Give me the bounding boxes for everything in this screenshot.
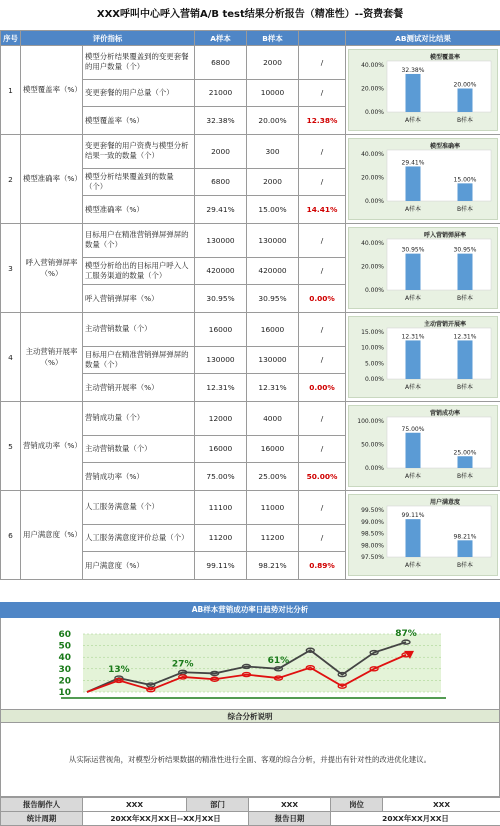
- chart-title: 模型覆盖率: [430, 54, 461, 61]
- bar-value-label: 12.31%: [453, 333, 477, 341]
- table-row: [1, 46, 500, 80]
- a-value: 420000: [195, 257, 247, 285]
- indicator-label: 目标用户在精准营销弹屏弹屏的数量（个）: [83, 224, 195, 258]
- diff-value: /: [299, 46, 346, 80]
- indicator-label: 呼入营销弹屏率（%）: [83, 285, 195, 313]
- footer-table: [0, 797, 500, 826]
- diff-value: 0.00%: [299, 374, 346, 402]
- indicator-label: 人工服务满意度评价总量（个）: [83, 524, 195, 552]
- category-label: B样本: [456, 206, 474, 213]
- trend-banner: AB样本营销成功率日趋势对比分析: [0, 602, 500, 618]
- trend-chart-area: [0, 618, 500, 709]
- metric-no: 3: [1, 224, 21, 313]
- header-a: A样本: [195, 31, 247, 46]
- b-value: 2000: [247, 168, 299, 196]
- indicator-label: 模型分析结果覆盖到的变更套餐的用户数量（个）: [83, 46, 195, 80]
- metric-name: 营销成功率（%）: [21, 402, 83, 491]
- y-tick-label: 98.50%: [361, 530, 385, 538]
- a-value: 6800: [195, 46, 247, 80]
- category-label: B样本: [456, 117, 474, 124]
- y-tick-label: 20.00%: [361, 263, 385, 271]
- mini-chart: [348, 227, 498, 309]
- y-tick-label: 50.00%: [361, 441, 385, 449]
- annotation-label: 61%: [267, 655, 290, 666]
- y-tick-label: 40: [58, 653, 71, 664]
- bar-chart: [349, 50, 498, 130]
- indicator-label: 模型分析结果覆盖到的数量（个）: [83, 168, 195, 196]
- diff-value: /: [299, 346, 346, 374]
- category-label: A样本: [404, 295, 422, 302]
- y-tick-label: 40.00%: [361, 151, 385, 158]
- table-row: [1, 224, 500, 258]
- diff-value: 0.00%: [299, 285, 346, 313]
- diff-value: 50.00%: [299, 463, 346, 491]
- metric-no: 5: [1, 402, 21, 491]
- y-tick-label: 15.00%: [361, 329, 385, 336]
- bar-value-label: 20.00%: [453, 81, 477, 89]
- bar-value-label: 30.95%: [401, 246, 425, 254]
- diff-value: /: [299, 524, 346, 552]
- indicator-label: 主动营销数量（个）: [83, 435, 195, 463]
- diff-value: /: [299, 79, 346, 107]
- maker-value: XXX: [83, 798, 187, 812]
- y-tick-label: 10: [58, 688, 71, 698]
- bar: [406, 166, 421, 201]
- a-value: 130000: [195, 224, 247, 258]
- bar-chart: [349, 228, 498, 308]
- header-diff: [299, 31, 346, 46]
- metric-name: 主动营销开展率（%）: [21, 313, 83, 402]
- annotation-label: 27%: [171, 659, 194, 670]
- date-label: 报告日期: [249, 812, 331, 826]
- bar-value-label: 32.38%: [401, 66, 425, 74]
- b-value: 130000: [247, 346, 299, 374]
- trend-chart: [1, 618, 499, 709]
- chart-title: 营销成功率: [430, 410, 461, 417]
- metric-name: 用户满意度（%）: [21, 491, 83, 580]
- y-tick-label: 97.50%: [361, 554, 385, 561]
- indicator-label: 用户满意度（%）: [83, 552, 195, 580]
- diff-value: /: [299, 435, 346, 463]
- b-value: 16000: [247, 435, 299, 463]
- metric-no: 6: [1, 491, 21, 580]
- mini-chart-cell: [346, 224, 500, 313]
- a-value: 16000: [195, 313, 247, 347]
- category-label: A样本: [404, 384, 422, 391]
- period-label: 统计周期: [1, 812, 83, 826]
- diff-value: 12.38%: [299, 107, 346, 135]
- y-tick-label: 100.00%: [357, 418, 385, 425]
- indicator-label: 营销成功率（%）: [83, 463, 195, 491]
- table-row: [1, 402, 500, 436]
- a-value: 12.31%: [195, 374, 247, 402]
- bar: [458, 254, 473, 290]
- metric-name: 模型准确率（%）: [21, 135, 83, 224]
- y-tick-label: 30: [58, 664, 71, 675]
- category-label: B样本: [456, 384, 474, 391]
- table-header-row: [1, 31, 500, 46]
- bar-value-label: 99.11%: [401, 512, 425, 520]
- metric-no: 4: [1, 313, 21, 402]
- indicator-label: 营销成功量（个）: [83, 402, 195, 436]
- bar: [458, 456, 473, 468]
- category-label: B样本: [456, 295, 474, 302]
- a-value: 16000: [195, 435, 247, 463]
- mini-chart-cell: [346, 313, 500, 402]
- bar: [406, 519, 421, 557]
- bar-value-label: 12.31%: [401, 333, 425, 341]
- indicator-label: 模型覆盖率（%）: [83, 107, 195, 135]
- indicator-label: 变更套餐的用户资费与模型分析结果一致的数量（个）: [83, 135, 195, 169]
- dept-value: XXX: [249, 798, 331, 812]
- y-tick-label: 40.00%: [361, 240, 385, 247]
- diff-value: /: [299, 224, 346, 258]
- y-tick-label: 0.00%: [364, 109, 385, 116]
- b-value: 300: [247, 135, 299, 169]
- bar-value-label: 25.00%: [453, 449, 477, 457]
- bar: [406, 254, 421, 290]
- a-value: 30.95%: [195, 285, 247, 313]
- summary-banner: 综合分析说明: [0, 709, 500, 723]
- bar-chart: [349, 406, 498, 486]
- metrics-table: [0, 30, 500, 580]
- metric-name: 呼入营销弹屏率（%）: [21, 224, 83, 313]
- bar: [406, 433, 421, 468]
- report-title: XXX呼叫中心呼入营销A/B test结果分析报告（精准性）--资费套餐: [96, 9, 404, 20]
- mini-chart-cell: [346, 491, 500, 580]
- table-row: [1, 491, 500, 525]
- maker-label: 报告制作人: [1, 798, 83, 812]
- category-label: A样本: [404, 473, 422, 480]
- period-value: 20XX年XX月XX日--XX月XX日: [83, 812, 249, 826]
- diff-value: /: [299, 257, 346, 285]
- b-value: 12.31%: [247, 374, 299, 402]
- a-value: 2000: [195, 135, 247, 169]
- category-label: A样本: [404, 562, 422, 569]
- b-value: 420000: [247, 257, 299, 285]
- mini-chart: [348, 494, 498, 576]
- bar-chart: [349, 139, 498, 219]
- b-value: 20.00%: [247, 107, 299, 135]
- metric-no: 1: [1, 46, 21, 135]
- bar-value-label: 29.41%: [401, 159, 425, 167]
- y-tick-label: 99.00%: [361, 518, 385, 526]
- footer-row-1: [1, 798, 500, 812]
- a-value: 130000: [195, 346, 247, 374]
- indicator-label: 人工服务满意量（个）: [83, 491, 195, 525]
- post-value: XXX: [383, 798, 500, 812]
- header-b: B样本: [247, 31, 299, 46]
- indicator-label: 主动营销数量（个）: [83, 313, 195, 347]
- bar-chart: [349, 317, 498, 397]
- bar-value-label: 30.95%: [453, 246, 477, 254]
- plot-area: [387, 417, 491, 468]
- bar: [406, 340, 421, 379]
- dept-label: 部门: [187, 798, 249, 812]
- indicator-label: 变更套餐的用户总量（个）: [83, 79, 195, 107]
- diff-value: /: [299, 168, 346, 196]
- mini-chart: [348, 49, 498, 131]
- header-indicator: 评价指标: [21, 31, 195, 46]
- b-value: 25.00%: [247, 463, 299, 491]
- y-tick-label: 0.00%: [364, 376, 385, 383]
- b-value: 11000: [247, 491, 299, 525]
- y-tick-label: 99.50%: [361, 507, 385, 514]
- bar-value-label: 15.00%: [453, 176, 477, 184]
- b-value: 130000: [247, 224, 299, 258]
- mini-chart-cell: [346, 46, 500, 135]
- b-value: 98.21%: [247, 552, 299, 580]
- b-value: 11200: [247, 524, 299, 552]
- mini-chart: [348, 138, 498, 220]
- a-value: 6800: [195, 168, 247, 196]
- y-tick-label: 98.00%: [361, 542, 385, 550]
- mini-chart: [348, 405, 498, 487]
- diff-value: /: [299, 135, 346, 169]
- diff-value: /: [299, 402, 346, 436]
- diff-value: 14.41%: [299, 196, 346, 224]
- b-value: 10000: [247, 79, 299, 107]
- y-tick-label: 0.00%: [364, 465, 385, 472]
- a-value: 99.11%: [195, 552, 247, 580]
- b-value: 4000: [247, 402, 299, 436]
- annotation-label: 13%: [108, 665, 130, 676]
- bar: [406, 74, 421, 112]
- bar-chart: [349, 495, 498, 575]
- a-value: 11100: [195, 491, 247, 525]
- metric-name: 模型覆盖率（%）: [21, 46, 83, 135]
- category-label: A样本: [404, 206, 422, 213]
- b-value: 30.95%: [247, 285, 299, 313]
- mini-chart-cell: [346, 402, 500, 491]
- y-tick-label: 20.00%: [361, 174, 385, 182]
- a-value: 12000: [195, 402, 247, 436]
- header-chart: AB测试对比结果: [346, 31, 500, 46]
- a-value: 11200: [195, 524, 247, 552]
- y-tick-label: 40.00%: [361, 62, 385, 69]
- a-value: 32.38%: [195, 107, 247, 135]
- header-no: 序号: [1, 31, 21, 46]
- y-tick-label: 0.00%: [364, 287, 385, 294]
- bar: [458, 89, 473, 113]
- b-value: 2000: [247, 46, 299, 80]
- diff-value: 0.89%: [299, 552, 346, 580]
- annotation-label: 87%: [395, 629, 417, 640]
- table-row: [1, 313, 500, 347]
- bar: [458, 183, 473, 201]
- chart-title: 模型准确率: [430, 143, 461, 150]
- chart-title: 用户满意度: [430, 499, 461, 506]
- y-tick-label: 20.00%: [361, 85, 385, 93]
- a-value: 21000: [195, 79, 247, 107]
- y-tick-label: 0.00%: [364, 198, 385, 205]
- bar: [458, 340, 473, 379]
- a-value: 29.41%: [195, 196, 247, 224]
- bar-value-label: 75.00%: [401, 425, 425, 433]
- y-tick-label: 50: [58, 641, 71, 652]
- footer-row-2: [1, 812, 500, 826]
- bar-value-label: 98.21%: [453, 533, 477, 541]
- a-value: 75.00%: [195, 463, 247, 491]
- diff-value: /: [299, 313, 346, 347]
- post-label: 岗位: [331, 798, 383, 812]
- mini-chart-cell: [346, 135, 500, 224]
- chart-title: 主动营销开展率: [424, 321, 467, 328]
- table-row: [1, 135, 500, 169]
- category-label: A样本: [404, 117, 422, 124]
- b-value: 15.00%: [247, 196, 299, 224]
- b-value: 16000: [247, 313, 299, 347]
- summary-text: 从实际运营视角，对模型分析结果数据的精准性进行全面、客观的综合分析，并提出有针对性的改进优化建议。: [0, 722, 500, 797]
- indicator-label: 主动营销开展率（%）: [83, 374, 195, 402]
- y-tick-label: 60: [58, 630, 71, 640]
- date-value: 20XX年XX月XX日: [331, 812, 500, 826]
- y-tick-label: 20: [58, 676, 71, 687]
- category-label: B样本: [456, 562, 474, 569]
- indicator-label: 模型分析给出的目标用户呼入人工服务渠道的数量（个）: [83, 257, 195, 285]
- chart-title: 呼入营销弹屏率: [424, 232, 467, 239]
- y-tick-label: 10.00%: [361, 344, 385, 352]
- indicator-label: 目标用户在精准营销弹屏弹屏的数量（个）: [83, 346, 195, 374]
- indicator-label: 模型准确率（%）: [83, 196, 195, 224]
- y-tick-label: 5.00%: [364, 360, 385, 368]
- category-label: B样本: [456, 473, 474, 480]
- diff-value: /: [299, 491, 346, 525]
- metric-no: 2: [1, 135, 21, 224]
- mini-chart: [348, 316, 498, 398]
- bar: [458, 540, 473, 557]
